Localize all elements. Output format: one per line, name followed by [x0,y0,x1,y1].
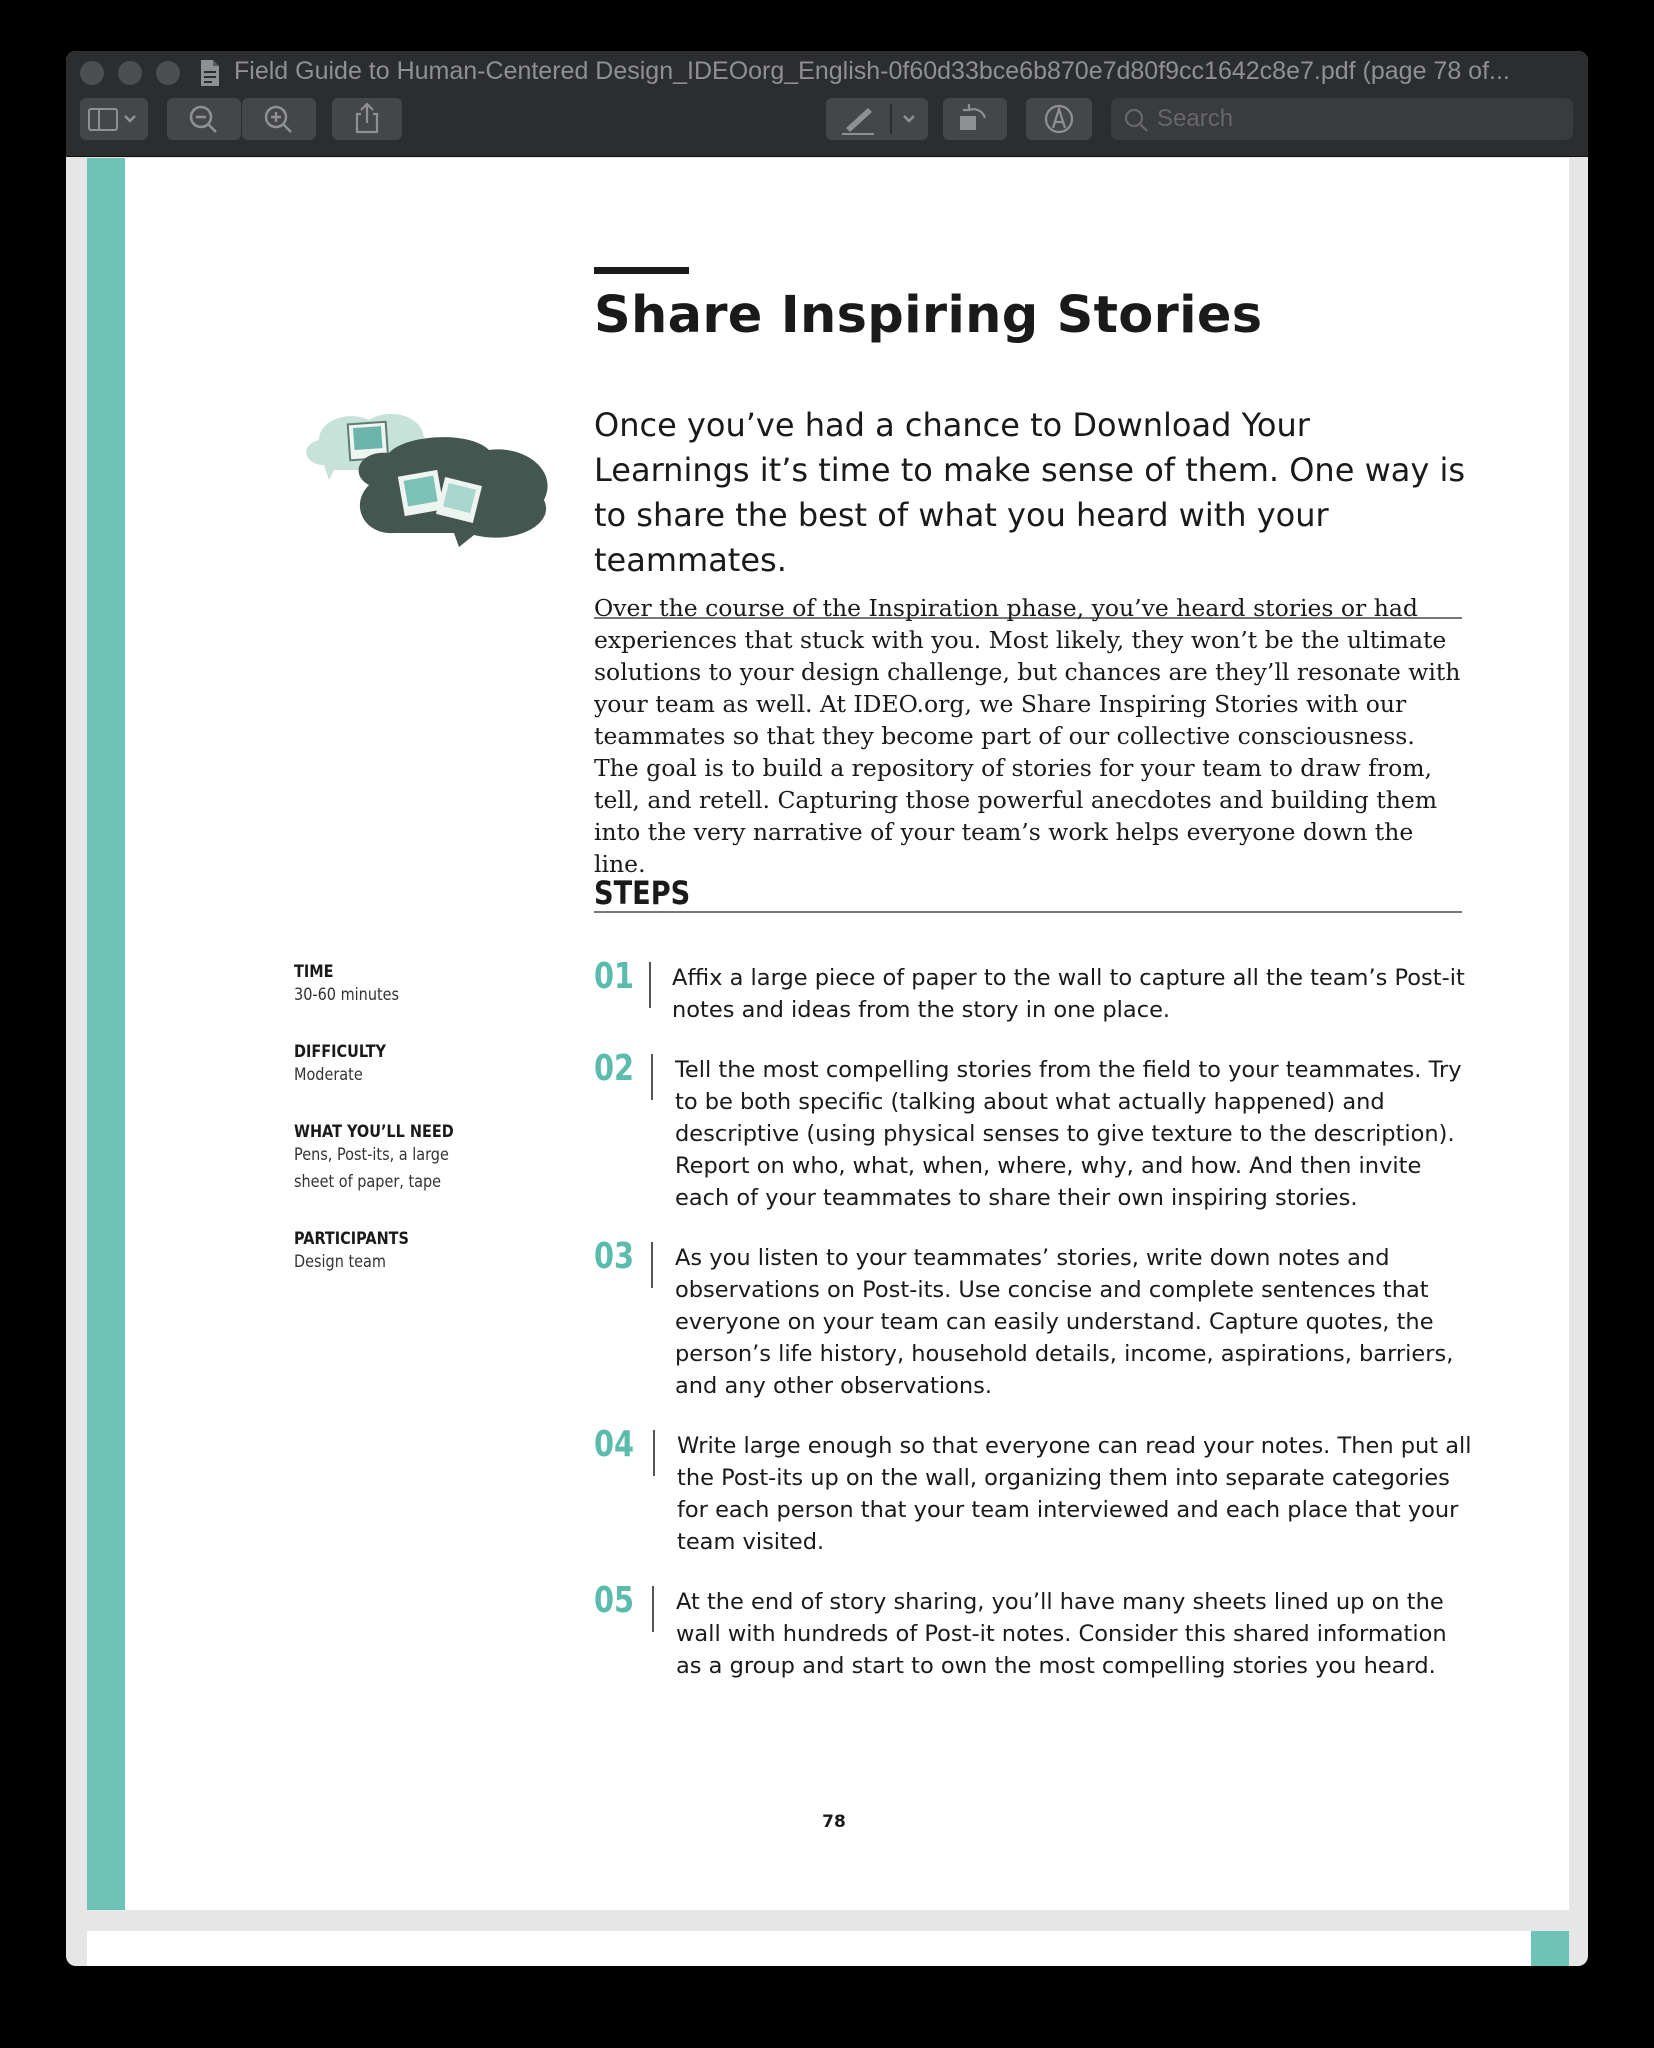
title-rule [594,267,689,274]
meta-label: WHAT YOU’LL NEED [294,1122,454,1142]
maximize-button[interactable] [156,61,180,85]
step-text: Tell the most compelling stories from the field to your teammates. Try to be both specific (talking about what actually happened) and descriptive (using physical senses to give texture to the description). Report on who, what, when, where, why, and how. And then invite each of your teammates to share their own inspiring stories. [675,1057,1462,1211]
markup-pen-icon [826,98,928,140]
meta-label: PARTICIPANTS [294,1229,409,1249]
share-icon [332,98,402,140]
search-icon [1123,107,1149,133]
page-number: 78 [822,1812,846,1832]
step-divider [653,1430,655,1476]
meta-time [294,962,418,1009]
step-number: 03 [594,1236,635,1277]
markup-button[interactable] [826,98,928,140]
speech-bubbles-with-photos-icon [294,405,564,565]
sidebar-toggle-button[interactable] [80,98,148,140]
step-text: As you listen to your teammates’ stories, write down notes and observations on Post-its. Use concise and complete sentences that everyone on your team can easily understand. Capture quotes, the person’s life history, household details, income, aspirations, barriers, and any other observations. [675,1245,1454,1399]
document-icon [199,59,221,87]
minimize-button[interactable] [118,61,142,85]
body-paragraph: Over the course of the Inspiration phase, you’ve heard stories or had experiences that stuck with you. Most likely, they won’t be the ultimate solutions to your design challenge, but chances are they’ll resonate with your team as well. At IDEO.org, we Share Inspiring Stories with our teammates so that they become part of our collective consciousness. The goal is to build a repository of stories for your team to draw from, tell, and retell. Capturing those powerful anecdotes and building them into the very narrative of your team’s work helps everyone down the line. [594,594,1461,878]
meta-value: 30-60 minutes [294,985,400,1005]
rotate-button[interactable] [943,98,1007,140]
steps-heading: STEPS [594,874,691,912]
pdf-page [87,158,1569,1910]
step-number: 04 [594,1424,635,1465]
step-number: 01 [594,956,635,997]
meta-participants [294,1229,429,1276]
meta-value: Moderate [294,1065,363,1085]
pdf-viewer-window [66,51,1588,1966]
lead-paragraph: Once you’ve had a chance to Download Your Learnings it’s time to make sense of them. One way is to share the best of what you heard with your teammates. [594,406,1466,579]
search-input[interactable] [1157,102,1557,136]
page-title: Share Inspiring Stories [594,286,1263,345]
step-text: Write large enough so that everyone can read your notes. Then put all the Post-its up on the wall, organizing them into separate categories for each person that your team interviewed and each place that your team visited. [677,1433,1472,1555]
accent-stripe [1531,1931,1569,1966]
step-text: Affix a large piece of paper to the wall to capture all the team’s Post-it notes and ideas from the story in one place. [672,965,1465,1023]
annotate-button[interactable] [1026,98,1092,140]
step-text: At the end of story sharing, you’ll have many sheets lined up on the wall with hundreds of Post-it notes. Consider this shared information as a group and start to own the most compelling stories you heard. [676,1589,1447,1679]
step-divider [651,1054,653,1100]
meta-label: TIME [294,962,334,982]
step-divider [652,1586,654,1632]
zoom-out-icon [167,98,241,140]
step-number: 02 [594,1048,635,1089]
step-divider [649,962,651,1008]
share-button[interactable] [332,98,402,140]
meta-difficulty [294,1042,402,1089]
annotate-icon [1026,98,1092,140]
meta-what-youll-need [294,1122,494,1196]
sidebar-icon [80,98,148,140]
meta-label: DIFFICULTY [294,1042,386,1062]
search-field[interactable] [1111,98,1573,140]
meta-value: Design team [294,1252,386,1272]
next-pdf-page [87,1931,1569,1966]
accent-stripe [87,158,125,1910]
zoom-in-button[interactable] [242,98,316,140]
zoom-in-icon [242,98,316,140]
zoom-out-button[interactable] [167,98,241,140]
close-button[interactable] [80,61,104,85]
divider [594,911,1462,913]
step-divider [651,1242,653,1288]
titlebar [66,51,1588,157]
rotate-icon [943,98,1007,140]
window-title: Field Guide to Human-Centered Design_IDEOorg_English-0f60d33bce6b870e7d80f9cc1642c8e7.pdf (page 78 of... [234,57,1510,85]
meta-value: Pens, Post-its, a large sheet of paper, tape [294,1145,449,1192]
step-number: 05 [594,1580,635,1621]
